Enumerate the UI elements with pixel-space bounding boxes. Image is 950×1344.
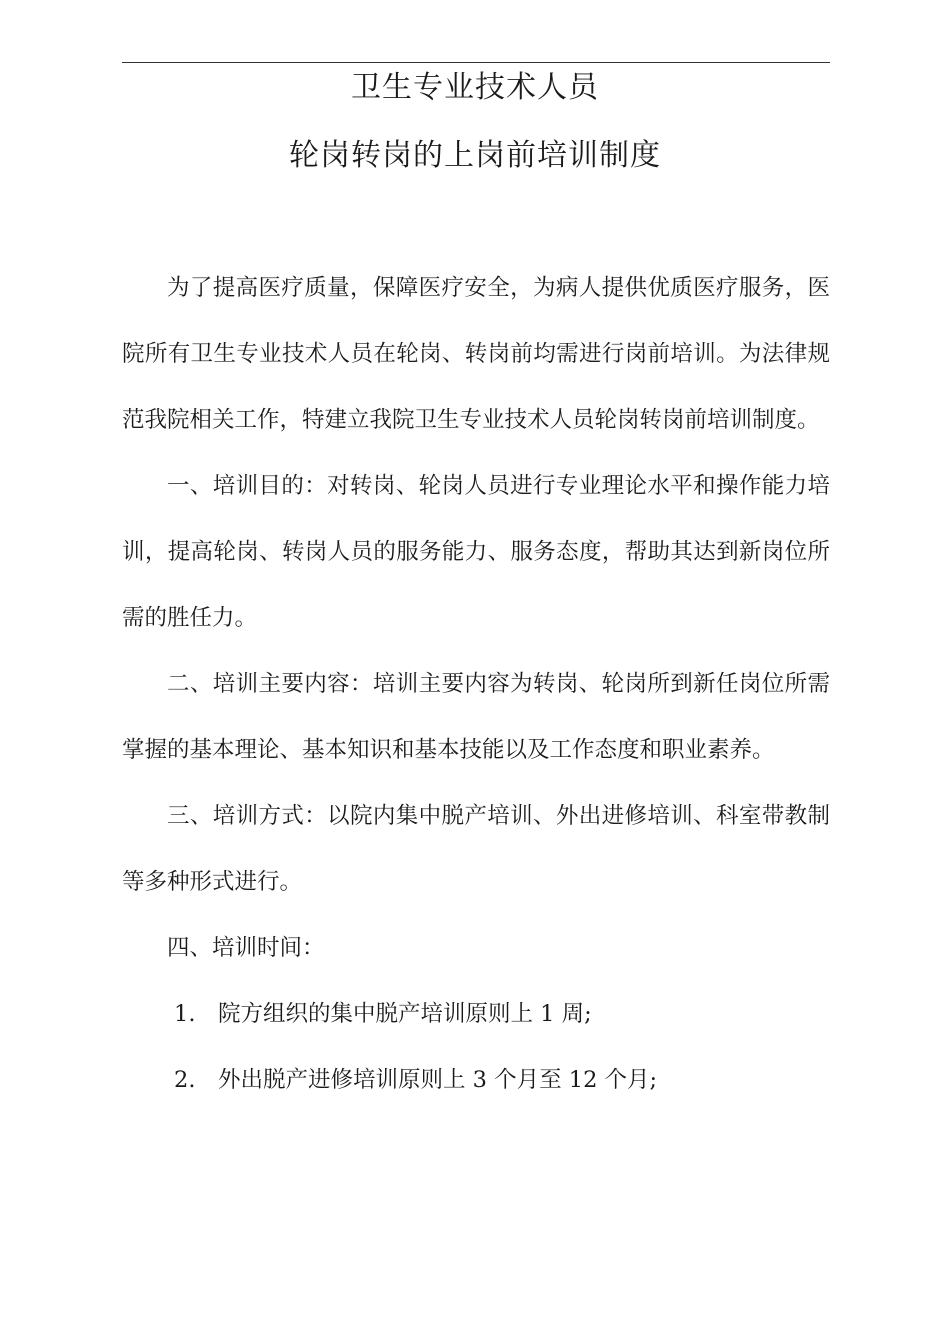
document-body: [122, 255, 830, 1113]
list-item-number: 1.: [174, 1001, 196, 1027]
list-item: [122, 1047, 830, 1113]
header-rule: [122, 62, 830, 63]
list-item-text: 外出脱产进修培训原则上 3 个月至 12 个月;: [218, 1067, 658, 1093]
paragraph-intro: 为了提高医疗质量，保障医疗安全，为病人提供优质医疗服务，医院所有卫生专业技术人员在轮岗、转岗前均需进行岗前培训。为法律规范我院相关工作，特建立我院卫生专业技术人员轮岗转岗前培训制度。: [122, 275, 830, 433]
document-title-line-1: 卫生专业技术人员: [351, 70, 599, 105]
paragraph-time: 四、培训时间：: [167, 935, 325, 961]
list-item-text: 院方组织的集中脱产培训原则上 1 周;: [218, 1001, 592, 1027]
paragraph-method: 三、培训方式：以院内集中脱产培训、外出进修培训、科室带教制等多种形式进行。: [122, 803, 830, 895]
paragraph-purpose: 一、培训目的：对转岗、轮岗人员进行专业理论水平和操作能力培训，提高轮岗、转岗人员的服务能力、服务态度，帮助其达到新岗位所需的胜任力。: [122, 473, 830, 631]
document-title-line-2: 轮岗转岗的上岗前培训制度: [289, 138, 661, 173]
list-item-number: 2.: [174, 1067, 196, 1093]
list-item: [122, 981, 830, 1047]
paragraph-content: 二、培训主要内容：培训主要内容为转岗、轮岗所到新任岗位所需掌握的基本理论、基本知识和基本技能以及工作态度和职业素养。: [122, 671, 830, 763]
